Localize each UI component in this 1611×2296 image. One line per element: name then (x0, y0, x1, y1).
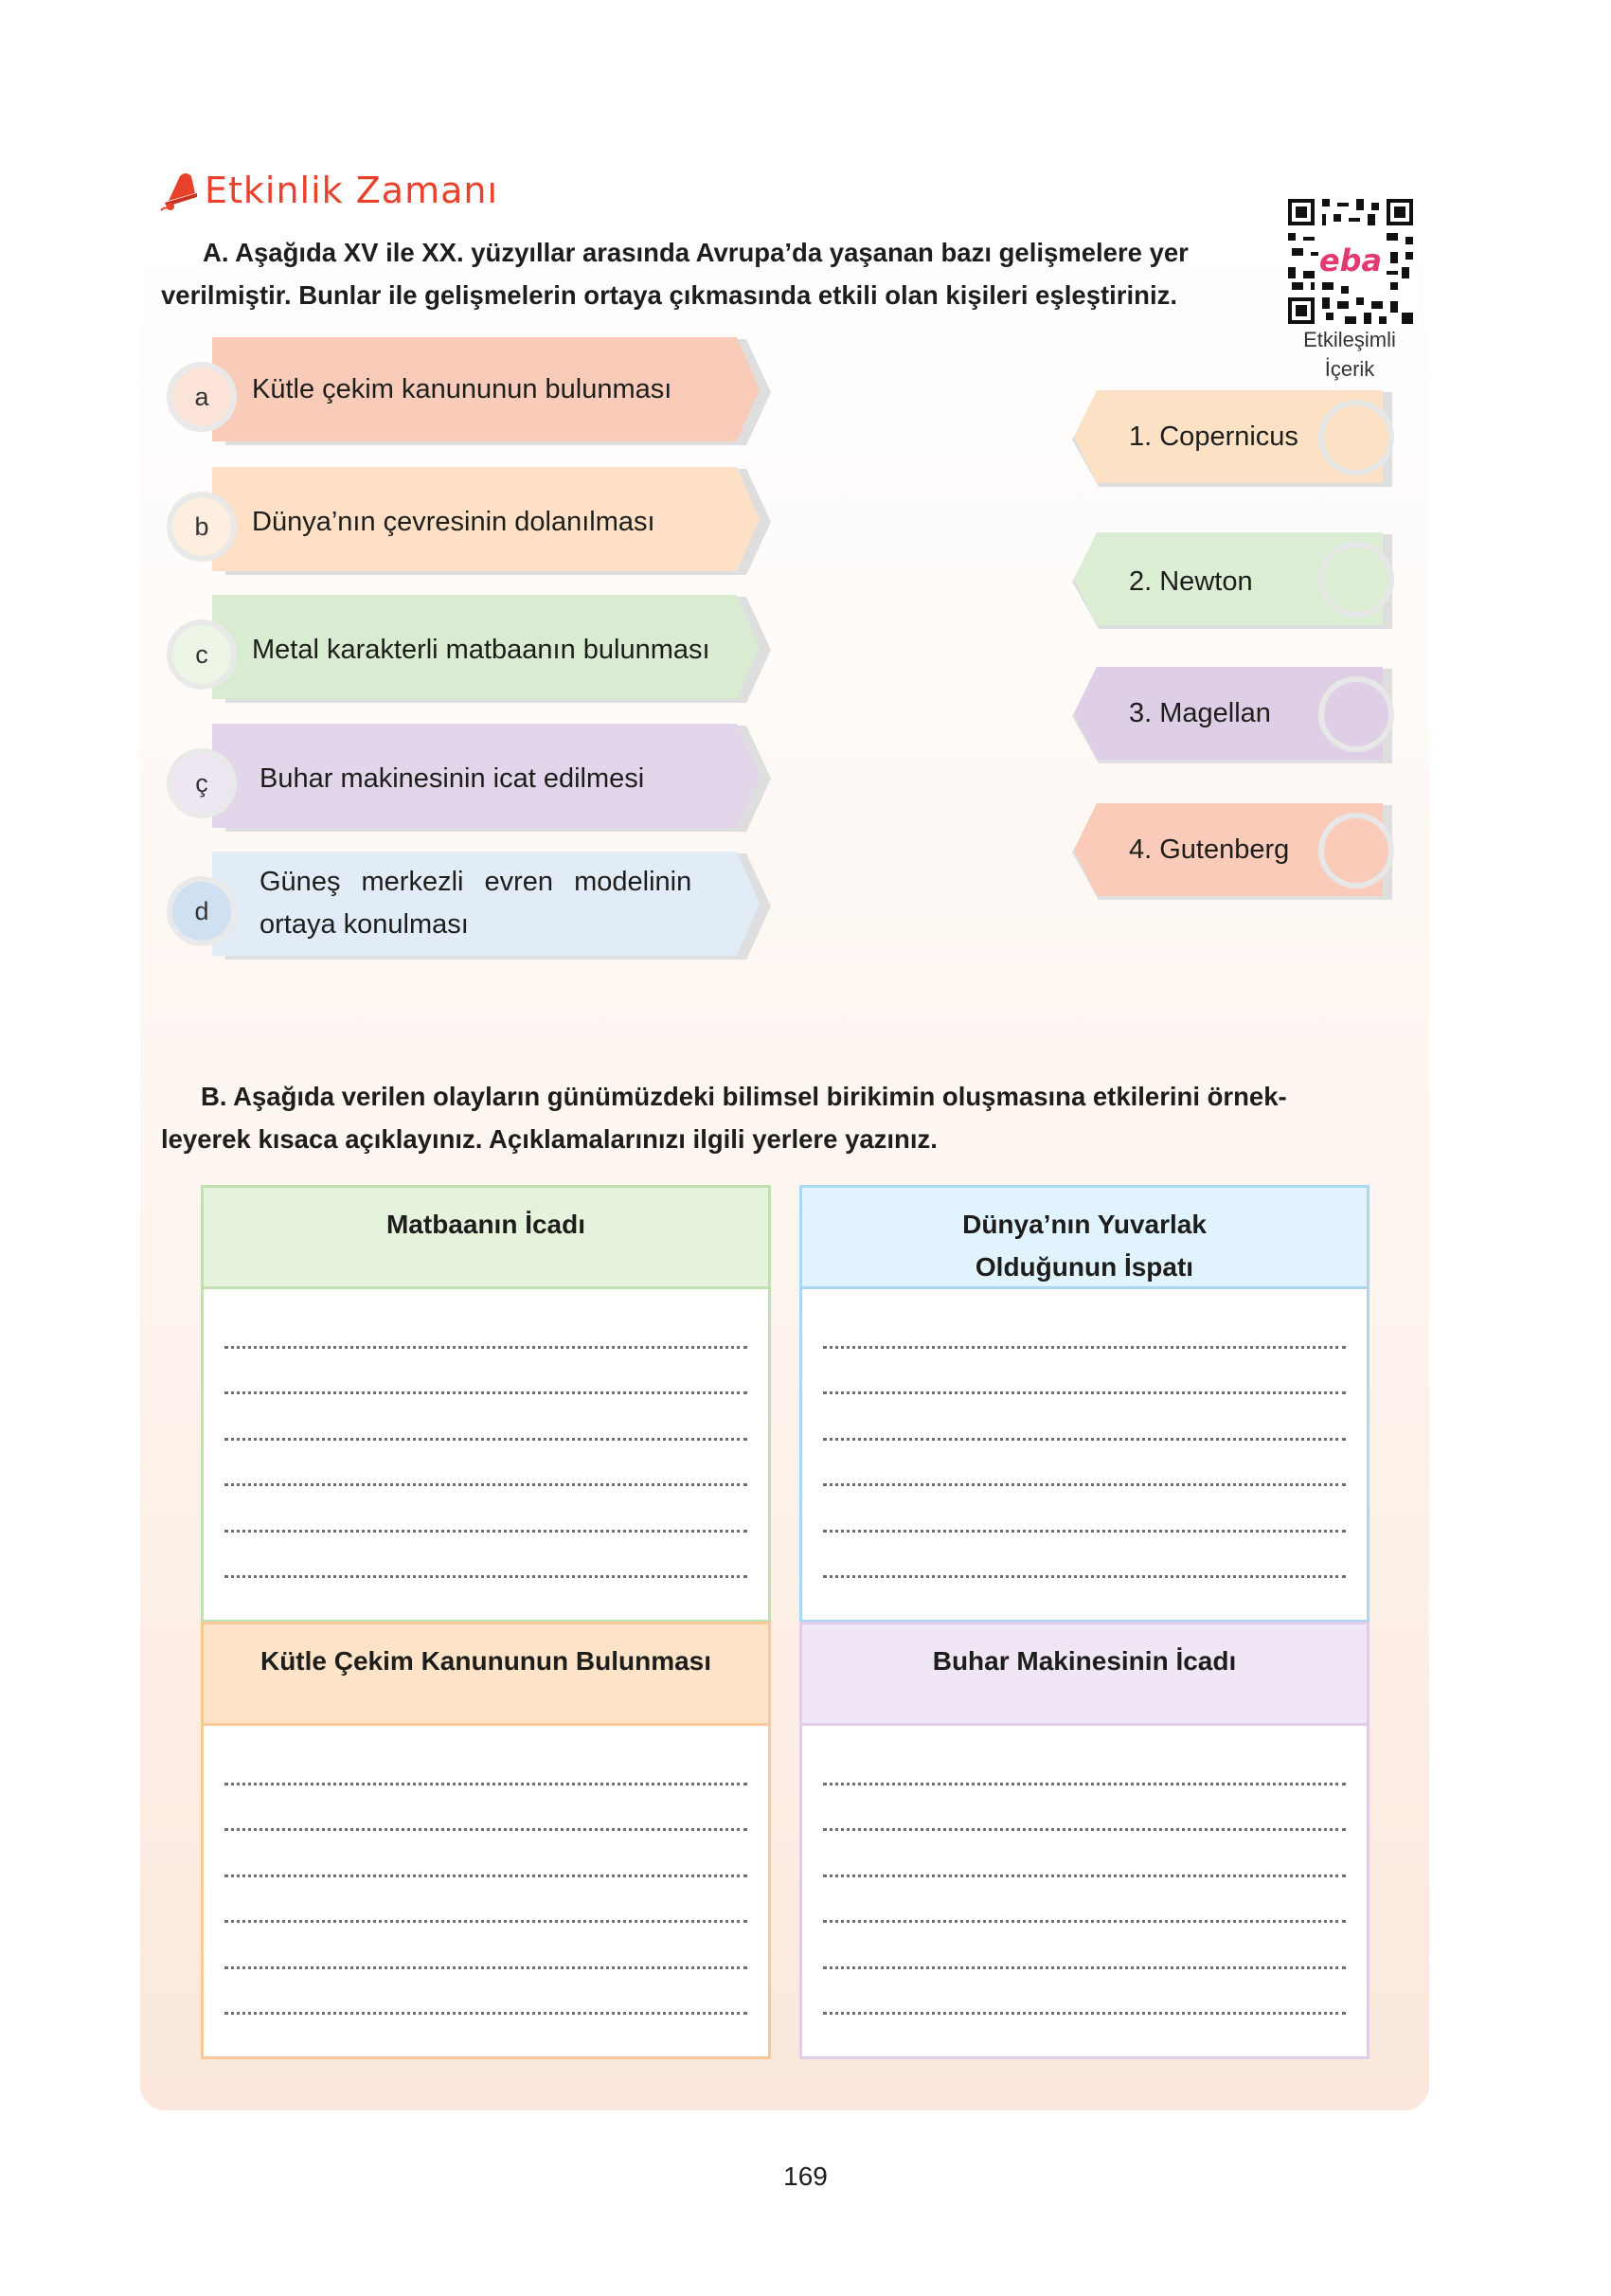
person-item-3[interactable] (1070, 667, 1400, 765)
writing-line[interactable] (823, 1877, 1346, 1924)
person-item-1[interactable] (1070, 390, 1400, 489)
writing-lines-gravity-law[interactable] (204, 1726, 768, 2015)
answer-circle-2[interactable] (1324, 547, 1388, 612)
part-a-instruction-line2: verilmiştir. Bunlar ile gelişmelerin ortaya çıkmasında etkili olan kişileri eşleştiriniz. (161, 280, 1177, 310)
answer-circle-3[interactable] (1324, 682, 1388, 746)
development-text-d-line1: Güneş merkezli evren modelinin (260, 867, 692, 897)
writing-line[interactable] (224, 1394, 747, 1441)
part-a-instruction-line1: A. Aşağıda XV ile XX. yüzyıllar arasında Avrupa’da yaşanan bazı gelişmelere yer (203, 238, 1189, 267)
box-title-printing-press: Matbaanın İcadı (204, 1188, 768, 1289)
qr-caption (1283, 325, 1416, 384)
part-a-instruction (161, 231, 1279, 316)
writing-line[interactable] (823, 1785, 1346, 1832)
qr-caption-line1: Etkileşimli (1303, 328, 1396, 351)
writing-line[interactable] (224, 1877, 747, 1924)
writing-line[interactable] (224, 1486, 747, 1533)
development-item-c[interactable] (169, 595, 775, 705)
person-item-4[interactable] (1070, 803, 1400, 902)
answer-box-steam-engine (799, 1622, 1369, 2059)
part-b-instruction-line1: B. Aşağıda verilen olayların günümüzdeki bilimsel birikimin oluşmasına etkilerini örnek- (201, 1082, 1287, 1111)
letter-circle-c: c (172, 625, 231, 684)
development-text-d (260, 852, 691, 956)
development-text-c: Metal karakterli matbaanın bulunması (252, 634, 710, 665)
page-number: 169 (783, 2161, 828, 2191)
writing-line[interactable] (823, 1923, 1346, 1969)
development-text-a: Kütle çekim kanununun bulunması (252, 373, 672, 404)
writing-lines-round-earth[interactable] (802, 1289, 1367, 1578)
answer-box-round-earth (799, 1185, 1369, 1623)
writing-line[interactable] (823, 1969, 1346, 2016)
section-title: Etkinlik Zamanı (205, 170, 499, 211)
writing-line[interactable] (224, 1739, 747, 1785)
writing-line[interactable] (224, 1785, 747, 1832)
box-title-steam-engine: Buhar Makinesinin İcadı (802, 1624, 1367, 1726)
part-b-instruction (161, 1075, 1392, 1160)
writing-line[interactable] (224, 1969, 747, 2016)
writing-line[interactable] (823, 1302, 1346, 1349)
part-b-instruction-line2: leyerek kısaca açıklayınız. Açıklamalarınızı ilgili yerlere yazınız. (161, 1124, 938, 1154)
writing-line[interactable] (823, 1533, 1346, 1579)
development-text-b: Dünya’nın çevresinin dolanılması (252, 506, 655, 537)
writing-line[interactable] (224, 1831, 747, 1877)
writing-line[interactable] (823, 1349, 1346, 1395)
answer-circle-4[interactable] (1324, 818, 1388, 883)
qr-caption-line2: İçerik (1324, 357, 1375, 381)
writing-line[interactable] (224, 1923, 747, 1969)
letter-circle-d: d (172, 882, 231, 941)
person-label-3: 3. Magellan (1129, 697, 1271, 728)
person-item-2[interactable] (1070, 532, 1400, 631)
writing-line[interactable] (823, 1441, 1346, 1487)
development-item-d[interactable] (169, 852, 775, 961)
writing-line[interactable] (224, 1533, 747, 1579)
box-title-gravity-law: Kütle Çekim Kanununun Bulunması (204, 1624, 768, 1726)
development-item-b[interactable] (169, 467, 775, 577)
writing-line[interactable] (823, 1394, 1346, 1441)
bell-icon (159, 169, 199, 212)
writing-lines-steam-engine[interactable] (802, 1726, 1367, 2015)
writing-line[interactable] (224, 1441, 747, 1487)
qr-logo: eba (1318, 242, 1383, 278)
writing-line[interactable] (823, 1831, 1346, 1877)
box-title-round-earth-line1: Dünya’nın Yuvarlak (962, 1210, 1207, 1239)
letter-circle-a: a (172, 368, 231, 426)
writing-lines-printing-press[interactable] (204, 1289, 768, 1578)
qr-code-icon[interactable] (1288, 199, 1413, 324)
letter-circle-cc: ç (172, 754, 231, 813)
writing-line[interactable] (224, 1302, 747, 1349)
person-label-1: 1. Copernicus (1129, 421, 1298, 452)
letter-circle-b: b (172, 497, 231, 556)
development-text-d-line2: ortaya konulması (260, 909, 469, 940)
person-label-2: 2. Newton (1129, 565, 1253, 597)
answer-circle-1[interactable] (1324, 405, 1388, 470)
person-label-4: 4. Gutenberg (1129, 834, 1290, 865)
answer-box-gravity-law (201, 1622, 771, 2059)
writing-line[interactable] (823, 1739, 1346, 1785)
writing-line[interactable] (823, 1486, 1346, 1533)
development-item-cc[interactable] (169, 724, 775, 834)
box-title-round-earth-line2: Olduğunun İspatı (975, 1252, 1194, 1282)
development-item-a[interactable] (169, 337, 775, 447)
answer-box-printing-press (201, 1185, 771, 1623)
box-title-round-earth (802, 1188, 1367, 1289)
writing-line[interactable] (224, 1349, 747, 1395)
section-header (159, 169, 498, 212)
development-text-cc: Buhar makinesinin icat edilmesi (260, 762, 645, 794)
